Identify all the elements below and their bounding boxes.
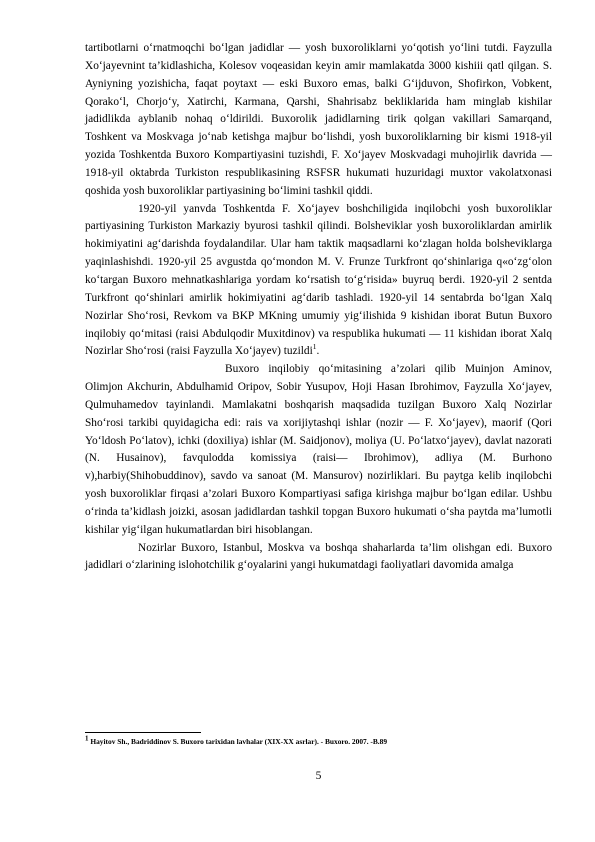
footnote-text: Hayitov Sh., Badriddinov S. Buxoro tarixidan lavhalar (XIX-XX asrlar). - Buxoro. 2007. -B.89 <box>90 737 388 746</box>
page-number: 5 <box>315 770 322 782</box>
paragraph-4: Nozirlar Buxoro, Istanbul, Moskva va boshqa shaharlarda ta’lim olishgan edi. Buxoro jadidlari o‘zlarining islohotchilik g‘oyalarini yangi hukumatdagi faoliyatlari davomida amalga <box>85 541 552 572</box>
footnote <box>85 734 552 747</box>
document-body <box>85 40 552 575</box>
paragraph-2: 1920-yil yanvda Toshkentda F. Xo‘jayev boshchiligida inqilobchi yosh buxoroliklar partiyasining Turkiston Markaziy byurosi tashkil qilindi. Bolsheviklar yosh buxoroliklardan amirlik hokimiyatini ag‘darishda foydalandilar. Ular ham taktik maqsadlarni ko‘zlagan holda bolsheviklarga yaqinlashishdi. 1920-yil 25 avgustda qo‘mondon M. V. Frunze Turkfront qo‘shinlariga q«o‘zg‘olon ko‘targan Buxoro mehnatkashlariga yordam ko‘rsatish to‘g‘risida» buyruq berdi. 1920-yil 2 sentda Turkfront qo‘shinlari amirlik hokimiyatini ag‘darib tashladi. 1920-yil 14 sentabrda bo‘lgan Xalq Nozirlar Sho‘rosi, Revkom va BKP MKning umumiy yig‘ilishida 9 kishidan iborat Butun Buxoro inqilobiy qo‘mitasi (raisi Abdulqodir Muxitdinov) va respublika hukumati — 11 kishidan iborat Xalq Nozirlar Sho‘rosi (raisi Fayzulla Xo‘jayev) tuzildi$^1$. <box>85 202 552 358</box>
footnote-divider <box>85 732 201 733</box>
paragraph-1: tartibotlarni o‘rnatmoqchi bo‘lgan jadidlar — yosh buxoroliklarni yo‘qotish yo‘lini tutdi. Fayzulla Xo‘jayevnint ta’kidlashicha, Kolesov voqeasidan keyin amir mamlakatda 3000 kishiii qatl qilgan. S. Ayniyning yozishicha, faqat poytaxt — eski Buxoro emas, balki G‘ijduvon, Shofirkon, Vobkent, Qorako‘l, Chorjo‘y, Xatirchi, Karmana, Qarshi, Shahrisabz bekliklarida ham minglab kishilar jadidlikda ayblanib nohaq o‘ldirildi. Buxorolik jadidlarning tirik qolgan vakillari Samarqand, Toshkent va Moskvaga jo‘nab ketishga majbur bo‘lishdi, yosh buxoroliklarning bir kismi 1918-yil yozida Toshkentda Buxoro Kompartiyasini tuzishdi, F. Xo‘jayev Moskvadagi muhojirlik davrida — 1918-yil oktabrda Turkiston respublikasining RSFSR hukumati huzuridagi muxtor vakolatxonasi qoshida yosh buxoroliklar partiyasining bo‘limini tashkil qiddi. <box>85 42 552 197</box>
footnote-marker: 1 <box>85 734 89 743</box>
paragraph-3: Buxoro inqilobiy qo‘mitasining a’zolari qilib Muinjon Aminov, Olimjon Akchurin, Abdulhamid Oripov, Sobir Yusupov, Hoji Hasan Ibrohimov, Fayzulla Xo‘jayev, Qulmuhamedov tayinlandi. Mamlakatni boshqarish maqsadida tuzilgan Buxoro Xalq Nozirlar Sho‘rosi tarkibi quyidagicha edi: rais va xorijiytashqi ishlar (nozir — F. Xo‘jayev), maorif (Qori Yo‘ldosh Po‘latov), ichki (doxiliya) ishlar (M. Saidjonov), moliya (U. Po‘latxo‘jayev), davlat nazorati (N. Husainov), favqulodda komissiya (raisi— Ibrohimov), adliya (M. Burhono v),harbiy(Shihobuddinov), savdo va sanoat (M. Mansurov) nozirliklari. Bu paytga kelib inqilobchi yosh buxoroliklar firqasi a’zolari Buxoro Kompartiyasi safiga kirishga majbur bo‘lgan edilar. Ushbu o‘rinda ta’kidlash joizki, asosan jadidlardan tashkil topgan Buxoro hukumati o‘sha paytda ma’lumotli kishilar yig‘ilgan hukumatlardan biri hisoblangan. <box>85 363 552 536</box>
paragraph-2-text: 1920-yil yanvda Toshkentda F. Xo‘jayev boshchiligida inqilobchi yosh buxoroliklar partiyasining Turkiston Markaziy byurosi tashkil qilindi. Bolsheviklar yosh buxoroliklardan amirlik hokimiyatini ag‘darishda foydalandilar. Ular ham taktik maqsadlarni ko‘zlagan holda bolsheviklarga yaqinlashishdi. 1920-yil 25 avgustda qo‘mondon M. V. Frunze Turkfront qo‘shinlariga q«o‘zg‘olon ko‘targan Buxoro mehnatkashlariga yordam ko‘rsatish to‘g‘risida» buyruq berdi. 1920-yil 2 sentda Turkfront qo‘shinlari amirlik hokimiyatini ag‘darib tashladi. 1920-yil 14 sentabrda bo‘lgan Xalq Nozirlar Sho‘rosi, Revkom va BKP MKning umumiy yig‘ilishida 9 kishidan iborat Butun Buxoro inqilobiy qo‘mitasi (raisi Abdulqodir Muxitdinov) va respublika hukumati — 11 kishidan iborat Xalq Nozirlar Sho‘rosi (raisi Fayzulla Xo‘jayev) tuzildi <box>85 202 552 358</box>
footnote-reference: 1 <box>312 342 317 352</box>
